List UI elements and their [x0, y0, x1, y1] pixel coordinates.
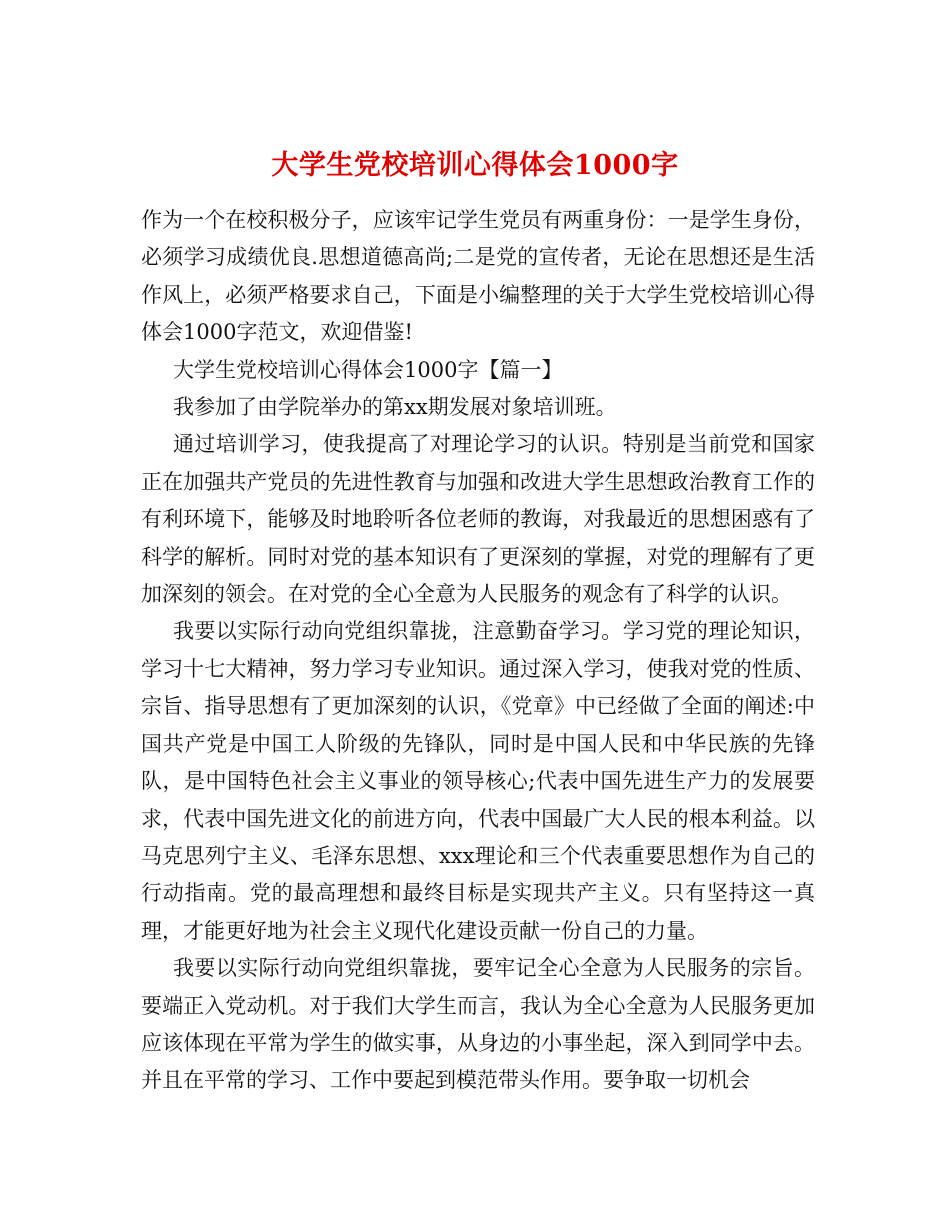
- section-heading: 大学生党校培训心得体会1000字【篇一】: [173, 357, 563, 382]
- body-paragraph: 我要以实际行动向党组织靠拢，注意勤奋学习。学习党的理论知识，学习十七大精神，努力学习专业知识。通过深入学习，使我对党的性质、宗旨、指导思想有了更加深刻的认识，《党章》中已经做了全面的阐述:中国共产党是中国工人阶级的先锋队，同时是中国人民和中华民族的先锋队，是中国特色社会主义事业的领导核心;代表中国先进生产力的发展要求，代表中国先进文化的前进方向，代表中国最广大人民的根本利益。以马克思列宁主义、毛泽东思想、xxx理论和三个代表重要思想作为自己的行动指南。党的最高理想和最终目标是实现共产主义。只有坚持这一真理，才能更好地为社会主义现代化建设贡献一份自己的力量。: [141, 619, 815, 943]
- intro-paragraph: 作为一个在校积极分子，应该牢记学生党员有两重身份：一是学生身份，必须学习成绩优良.思想道德高尚;二是党的宣传者，无论在思想还是生活作风上，必须严格要求自己，下面是小编整理的关于大学生党校培训心得体会1000字范文，欢迎借鉴!: [141, 208, 815, 345]
- document-title: 大学生党校培训心得体会1000字: [271, 150, 679, 182]
- document-body: [141, 202, 815, 1100]
- body-paragraph: 我要以实际行动向党组织靠拢，要牢记全心全意为人民服务的宗旨。要端正入党动机。对于我们大学生而言，我认为全心全意为人民服务更加应该体现在平常为学生的做实事，从身边的小事坐起，深入到同学中去。并且在平常的学习、工作中要起到模范带头作用。要争取一切机会: [141, 956, 815, 1093]
- body-paragraph: 我参加了由学院举办的第xx期发展对象培训班。: [173, 395, 617, 420]
- body-paragraph: 通过培训学习，使我提高了对理论学习的认识。特别是当前党和国家正在加强共产党员的先进性教育与加强和改进大学生思想政治教育工作的有利环境下，能够及时地聆听各位老师的教诲，对我最近的思想困惑有了科学的解析。同时对党的基本知识有了更深刻的掌握，对党的理解有了更加深刻的领会。在对党的全心全意为人民服务的观念有了科学的认识。: [141, 432, 815, 607]
